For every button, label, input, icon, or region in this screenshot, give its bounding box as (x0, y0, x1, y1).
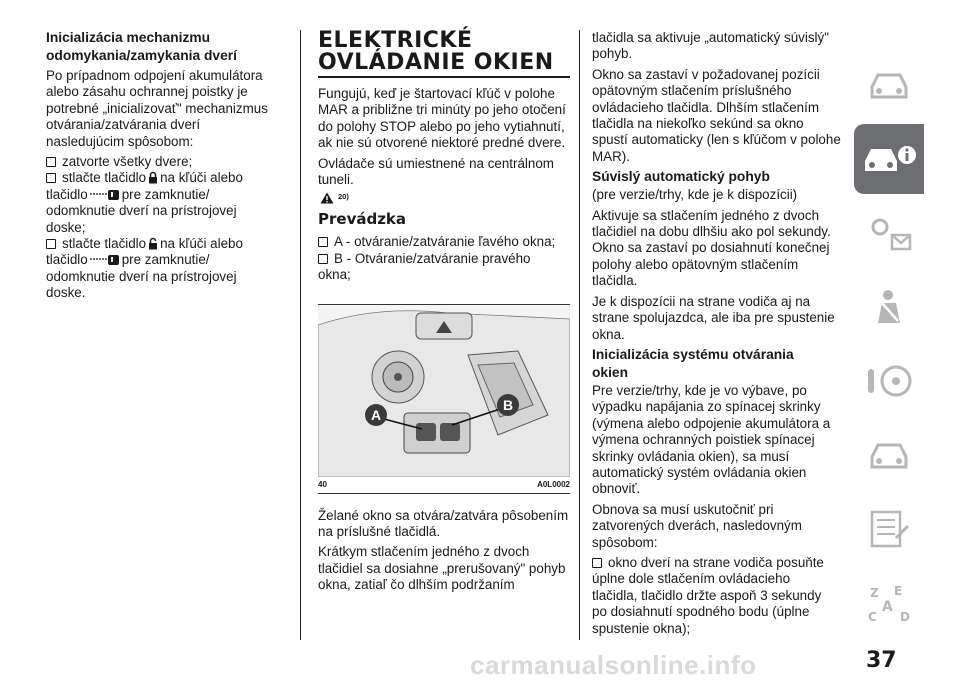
watermark: carmanualsonline.info (470, 650, 757, 680)
car-breakdown-icon (866, 437, 912, 473)
section-title-2: OVLÁDANIE OKIEN (318, 50, 554, 75)
section-title-1: ELEKTRICKÉ (318, 28, 473, 53)
checklist-icon (866, 508, 912, 550)
short-press-para: Krátkym stlačením jedného z dvoch tlačidiel sa dosiahne „prerušovaný" pohyb okna, zatiaľ čo dlhším podržaním (318, 544, 566, 593)
list-item: zatvorte všetky dvere; (46, 154, 278, 170)
tab-index[interactable] (854, 568, 924, 638)
operation-para: Želané okno sa otvára/zatvára pôsobením na príslušné tlačidlá. (318, 507, 569, 540)
warning-lights-icon (864, 213, 914, 253)
seatbelt-icon (866, 287, 912, 327)
warning-triangle-icon (320, 192, 334, 204)
subsection-title: Prevádzka (318, 210, 407, 229)
padlock-icon (148, 171, 158, 184)
steering-wheel-icon (864, 361, 914, 401)
car-key-icon (90, 189, 120, 201)
column-divider-2 (579, 30, 580, 640)
svg-text:Z: Z (870, 586, 879, 600)
heading-init-windows-1: Inicializácia systému otvárania (592, 346, 794, 362)
windows-intro: Fungujú, keď je štartovací kľúč v polohe MAR a približne tri minúty po jeho otočení do polohy STOP alebo po jeho vytiahnutí, ak nie sú otvorené niektoré predné dvere. (318, 86, 566, 151)
column-divider-1 (300, 30, 301, 640)
checkbox-bullet-icon (592, 558, 602, 568)
figure-code: A0L0002 (537, 479, 570, 489)
auto-activation-para: Aktivuje sa stlačením jedného z dvoch tlačidiel na dobu dlhšiu ako pol sekundy. Okno sa zastaví po dosiahnutí konečnej polohy alebo opätovným stlačením tlačidla. (592, 207, 831, 289)
power-loss-para: Pre verzie/trhy, kde je vo výbave, po výpadku napájania zo spínacej skrinky (výmena alebo odpojenie akumulátora a výmena ochranných poistiek spínacej skrinky ovládania okien), sa musí automatický systém ovládania okien obnoviť. (592, 382, 831, 497)
tab-emergency[interactable] (854, 420, 924, 490)
car-front-icon (866, 67, 912, 103)
list-item: stlačte tlačidlo na kľúči alebo (46, 236, 278, 252)
padlock-open-icon (148, 237, 158, 250)
svg-text:D: D (900, 610, 910, 624)
figure-caption (318, 476, 570, 494)
tab-starting-driving[interactable] (854, 346, 924, 416)
column-3: tlačidla sa aktivuje „automatický súvislý" pohyb. Okno sa zastaví v požadovanej pozícii opätovným stlačením príslušného ovládacieho tlačidla. Dlhším stlačením tlačidla na niekoľko sekúnd sa okno spustí automaticky (len s kľúčom v polohe MAR). Súvislý automatický pohyb (pre verzie/trhy, kde je k dispozícii) Aktivuje sa stlačením jedného z dvoch tlačidiel na dobu dlhšiu ako pol sekundy. Okno sa zastaví po dosiahnutí konečnej polohy alebo opätovným stlačením tlačidla. Je k dispozícii na strane vodiča aj na strane spolujazdca, ale iba pre spustenie okna. Inicializácia systému otvárania okien Pre verzie/trhy, kde je vo výbave, po výpadku napájania zo spínacej skrinky (výmena alebo odpojenie akumulátora a výmena ochranných poistiek spínacej skrinky ovládania okien), sa musí automatický systém ovládania okien obnoviť. Obnova sa musí uskutočniť pri zatvorených dverách, nasledovným spôsobom: okno dverí na strane vodiča posuňte úplne dole stlačením ovládacieho tlačidla, tlačidlo držte aspoň 3 sekundy po dosiahnutí spodného bodu (úplne spustenie okna); (592, 30, 841, 636)
svg-text:A: A (882, 599, 893, 615)
car-info-icon (861, 141, 917, 177)
label-a: A (370, 406, 382, 423)
label-b: B (502, 396, 514, 413)
column-1: Inicializácia mechanizmu odomykania/zamykania dverí Po prípadnom odpojení akumulátora alebo zásahu ochrannej poistky je potrebné „inicializovať" mechanizmus otvárania/zatvárania dverí nasledujúcim spôsobom: zatvorte všetky dvere; stlačte tlačidlo na kľúči alebo tlačidlo pre zamknutie/ odomknutie dverí na prístrojovej doske; stlačte tlačidlo na kľúči alebo tlačidlo pre zamknutie/ odomknutie dverí na prístrojovej doske. (46, 30, 278, 302)
list-item: B - Otváranie/zatváranie pravého (318, 251, 570, 267)
both-sides-para: Je k dispozícii na strane vodiča aj na strane spolujazdca, ale iba pre spustenie okna. (592, 293, 835, 342)
tab-safety[interactable] (854, 272, 924, 342)
svg-text:E: E (894, 584, 903, 598)
title-underline (318, 76, 570, 78)
checkbox-bullet-icon (318, 237, 328, 247)
reset-procedure-para: Obnova sa musí uskutočniť pri zatvorených dverách, nasledovným spôsobom: (592, 501, 802, 550)
center-tunnel-illustration (318, 305, 570, 477)
tab-vehicle-overview[interactable] (854, 50, 924, 120)
checkbox-bullet-icon (46, 157, 56, 167)
checkbox-bullet-icon (46, 173, 56, 183)
svg-text:C: C (868, 610, 877, 624)
checkbox-bullet-icon (318, 254, 328, 264)
heading-auto-movement: Súvislý automatický pohyb (592, 169, 770, 185)
checkbox-bullet-icon (46, 239, 56, 249)
controls-location: Ovládače sú umiestnené na centrálnom tuneli. (318, 155, 554, 188)
list-item: okno dverí na strane vodiča posuňte (592, 555, 842, 571)
tab-maintenance[interactable] (854, 494, 924, 564)
warning-reference: 20) (320, 192, 570, 204)
heading-init-lock-1: Inicializácia mechanizmu (46, 30, 211, 45)
list-item: A - otváranie/zatváranie ľavého okna; (318, 234, 570, 250)
tab-warning-lights[interactable] (854, 198, 924, 268)
auto-continuation: tlačidla sa aktivuje „automatický súvislý" pohyb. (592, 30, 829, 62)
page-number: 37 (866, 648, 897, 673)
column-2: ELEKTRICKÉ OVLÁDANIE OKIEN Fungujú, keď je štartovací kľúč v polohe MAR a približne tri minúty po jeho otočení do polohy STOP alebo po jeho vytiahnutí, ak nie sú otvorené niektoré predné dvere. Ovládače sú umiestnené na centrálnom tuneli. 20) Prevádzka A - otváranie/zatváranie ľavého okna; B - Otváranie/zatváranie pravého okna; A B 40 A0L0002 Želané okno sa otvára/zatvára pôsobením na príslušné tlačidlá. Krátkym stlačením jedného z dvoch tlačidiel sa dosiahne „prerušovaný" pohyb okna, zatiaľ čo dlhším podržaním (318, 28, 570, 593)
list-item: stlačte tlačidlo na kľúči alebo (46, 170, 278, 186)
alphabet-index-icon (864, 581, 914, 625)
heading-init-lock-2: odomykania/zamykania dverí (46, 48, 237, 63)
heading-init-windows-2: okien (592, 364, 629, 380)
figure-number: 40 (318, 479, 327, 489)
init-intro: Po prípadnom odpojení akumulátora alebo zásahu ochrannej poistky je potrebné „inicializovať" mechanizmus otvárania/zatvárania dverí nasledujúcim spôsobom: (46, 68, 268, 149)
tab-vehicle-info[interactable] (854, 124, 924, 194)
availability-note: (pre verzie/trhy, kde je k dispozícii) (592, 187, 798, 203)
stop-window-para: Okno sa zastaví v požadovanej pozícii opätovným stlačením príslušného ovládacieho tlačidla. Dlhším stlačením tlačidla na niekoľko sekúnd sa okno spustí automaticky (len s kľúčom v polohe MAR). (592, 66, 841, 164)
car-key-icon (90, 254, 120, 266)
chapter-tabs (854, 50, 924, 642)
figure-window-controls (318, 304, 570, 494)
